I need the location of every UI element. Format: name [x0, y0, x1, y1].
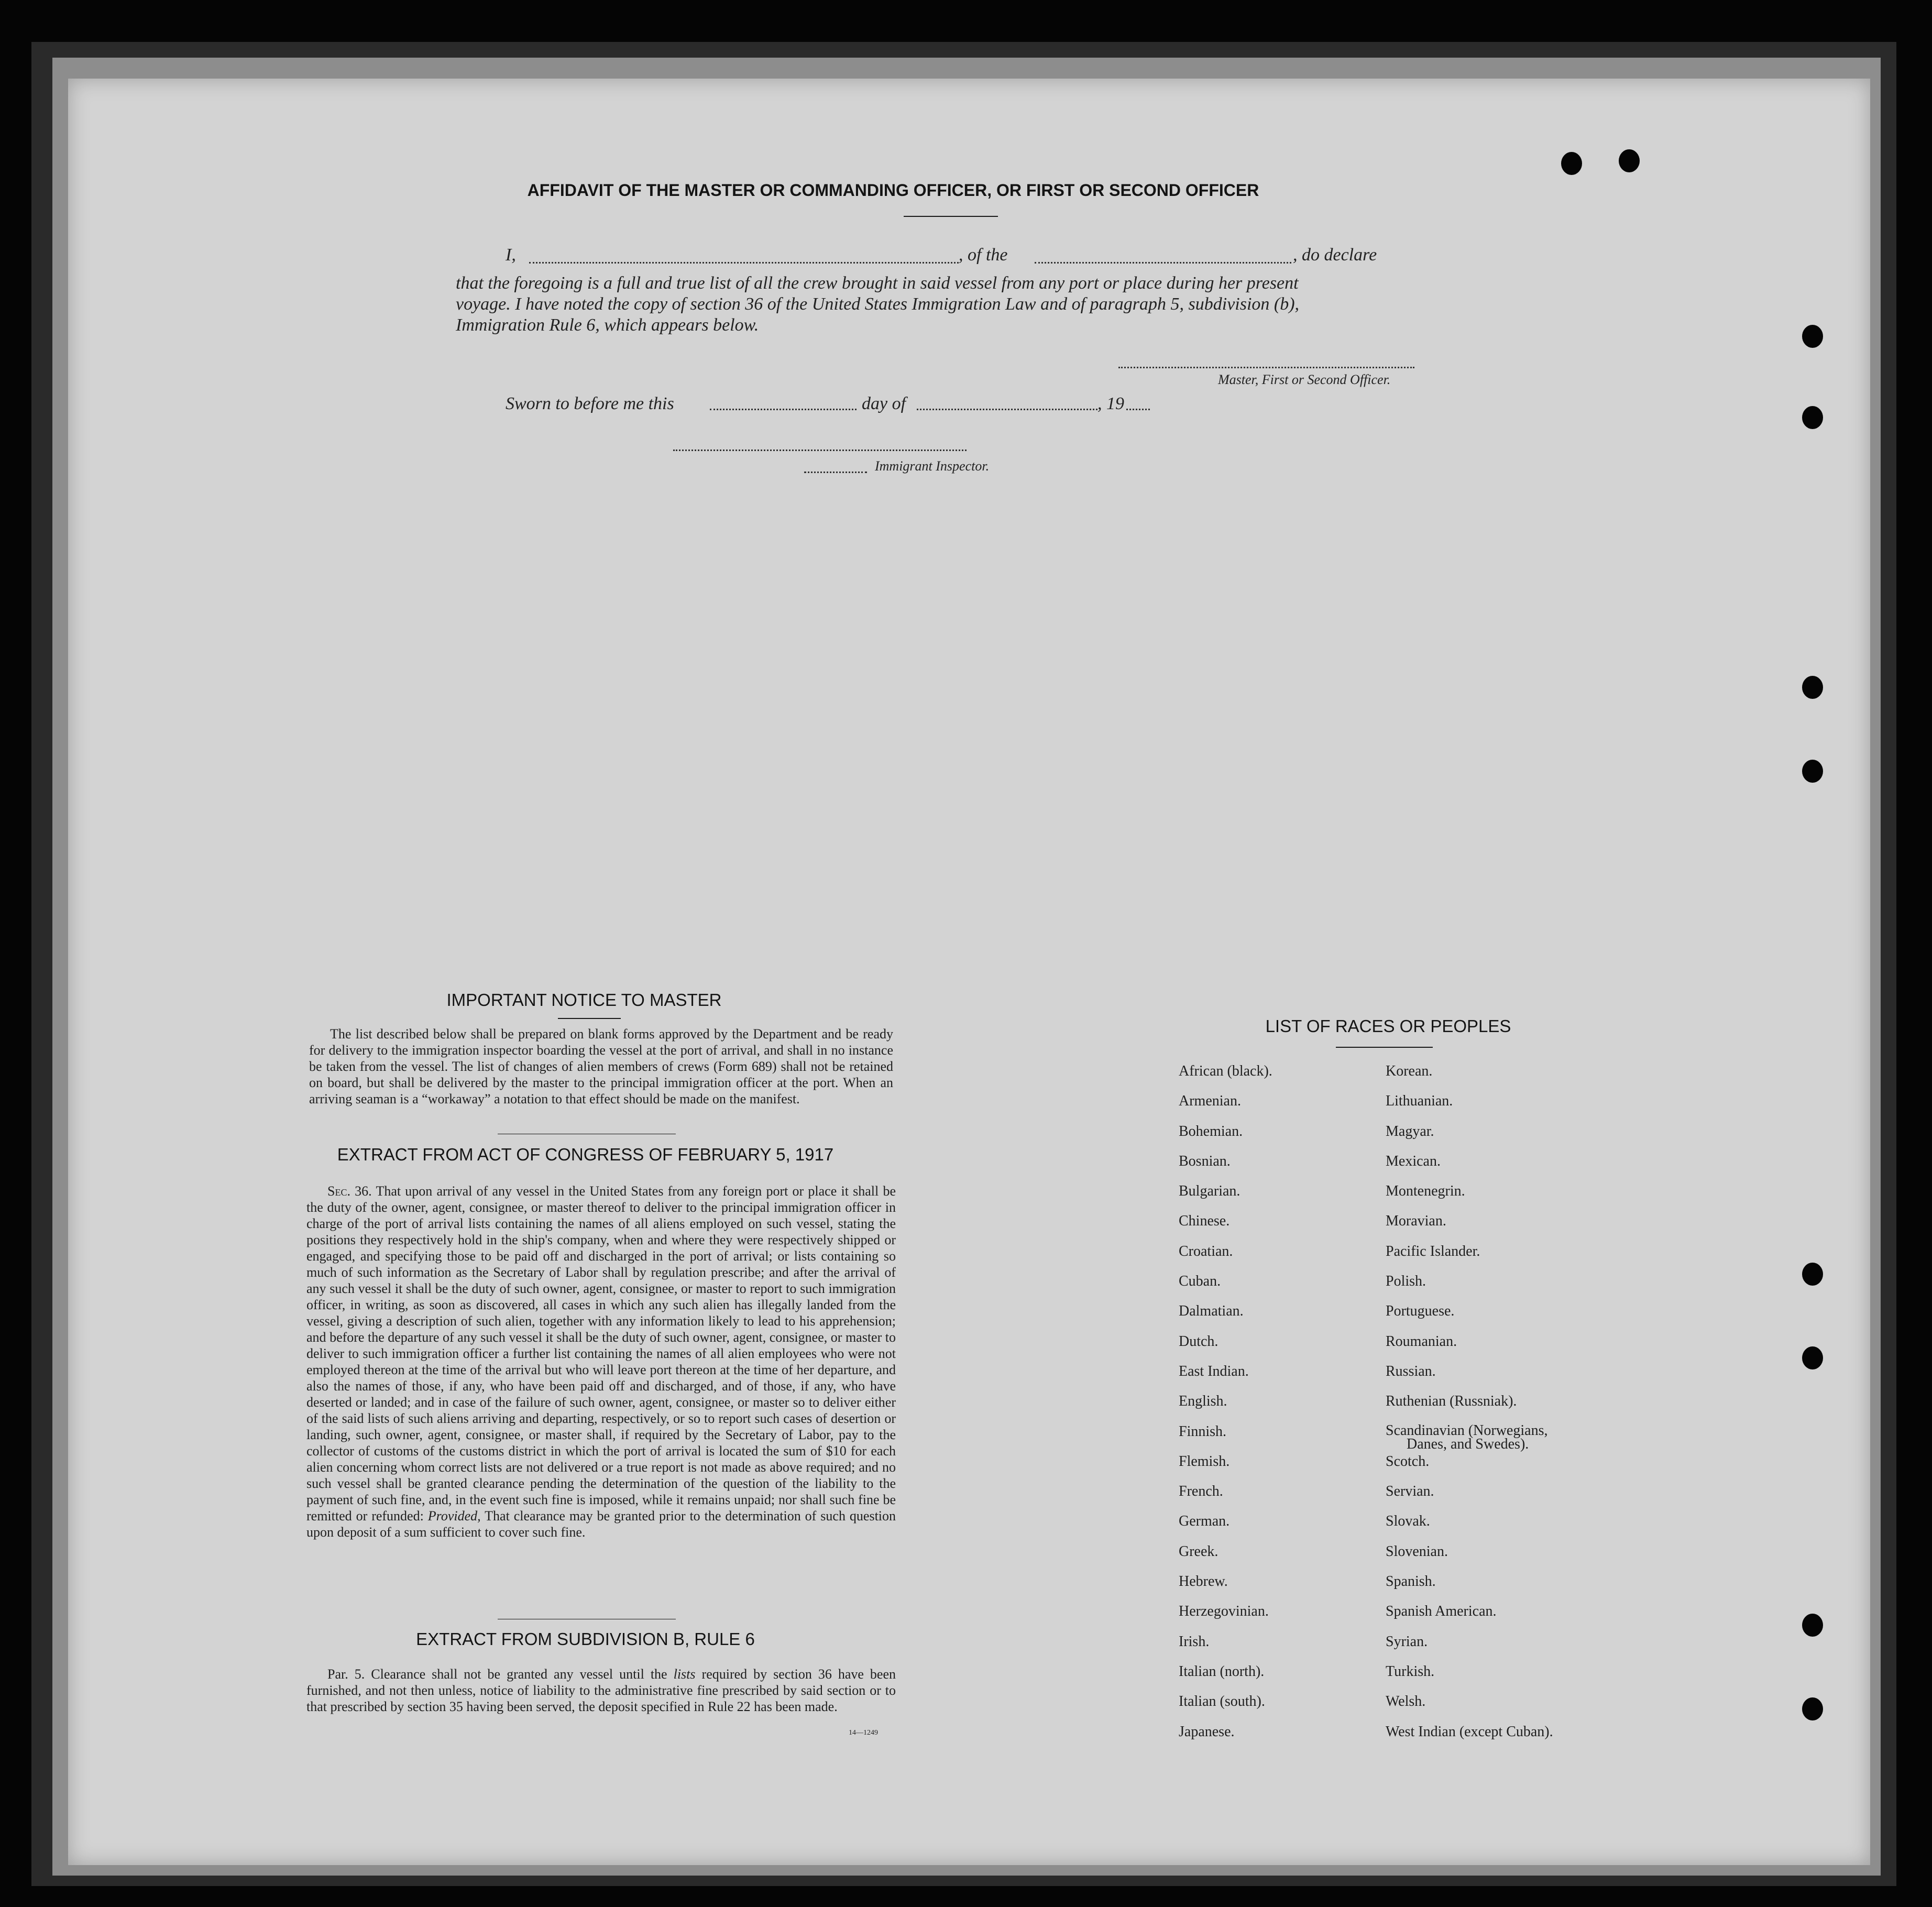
race-item: Spanish American.: [1386, 1603, 1497, 1620]
race-item: Spanish.: [1386, 1573, 1436, 1590]
race-item: German.: [1179, 1513, 1230, 1530]
act-body: That upon arrival of any vessel in the United States from any foreign port or place it shall be the duty of the owner, agent, consignee, or master thereof to deliver to the principal immigration officer in charge of the port of arrival lists containing the names of all aliens employed on such vessel, stating the positions they respectively hold in the ship's company, when and where they were respectively shipped or engaged, and specifying those to be paid off and discharged in the port of arrival; or lists containing so much of such information as the Secretary of Labor shall by regulation prescribe; and after the arrival of any such vessel it shall be the duty of such owner, agent, consignee, or master to report to such immigration officer, in writing, as soon as discovered, all cases in which any such alien has illegally landed from the vessel, giving a description of such alien, together with any information likely to lead to his apprehension; and before the departure of any such vessel it shall be the duty of such owner, agent, consignee, or master to deliver to such immigration officer a further list containing the names of all alien employees who were not employed thereon at the time of the arrival but who will leave port thereon at the time of her departure, and also the names of those, if any, who have been paid off and discharged, and of those, if any, who have deserted or landed; and in case of the failure of such owner, agent, consignee, or master so to deliver either of the said lists of such aliens arriving and departing, respectively, or so to report such cases of desertion or landing, such owner, agent, consignee, or master shall, if required by the Secretary of Labor, pay to the collector of customs of the customs district in which the port of arrival is located the sum of $10 for each alien concerning whom correct lists are not delivered or a true report is not made as above required; and no such vessel shall be granted clearance pending the determination of the question of the liability to the payment of such fine, and, in the event such fine is imposed, while it remains unpaid; nor shall such fine be remitted or refunded:: [306, 1183, 896, 1524]
punch-hole: [1802, 1263, 1823, 1286]
race-item: Polish.: [1386, 1273, 1426, 1290]
race-item: Greek.: [1179, 1543, 1219, 1560]
race-item: Armenian.: [1179, 1093, 1241, 1110]
act-title: EXTRACT FROM ACT OF CONGRESS OF FEBRUARY 5, 1917: [337, 1145, 834, 1164]
race-item: Syrian.: [1386, 1633, 1428, 1650]
notice-title: IMPORTANT NOTICE TO MASTER: [446, 990, 722, 1010]
act-sec-label: Sec. 36.: [327, 1183, 372, 1199]
day-of-label: day of: [862, 394, 906, 413]
race-item: Lithuanian.: [1386, 1093, 1453, 1110]
race-item: Irish.: [1179, 1633, 1210, 1650]
race-item: Turkish.: [1386, 1663, 1435, 1680]
race-item: Welsh.: [1386, 1693, 1426, 1710]
race-item: English.: [1179, 1393, 1227, 1410]
races-column-1: [1179, 1064, 1272, 1754]
race-item: Servian.: [1386, 1483, 1434, 1500]
rule-body-b: required by section 36 have been furnished, and not then unless, notice of liability to the administrative fine prescribed by said section or to that prescribed by section 35 having been served, the deposit specified in Rule 22 has been made.: [306, 1667, 896, 1714]
race-item-line: Scandinavian (Norwegians,: [1386, 1422, 1548, 1439]
race-item-scandinavian: [1386, 1424, 1553, 1454]
notice-rule: [558, 1018, 621, 1019]
inspector-dots: [804, 472, 867, 473]
punch-hole: [1802, 760, 1823, 783]
officer-signature-label: Master, First or Second Officer.: [1218, 372, 1391, 387]
vessel-field[interactable]: [1035, 262, 1291, 264]
affidavit-title: AFFIDAVIT OF THE MASTER OR COMMANDING OFFICER, OR FIRST OR SECOND OFFICER: [527, 181, 1259, 200]
punch-hole: [1802, 1614, 1823, 1637]
race-item: Herzegovinian.: [1179, 1603, 1269, 1620]
race-item: Portuguese.: [1386, 1303, 1455, 1320]
race-item: Roumanian.: [1386, 1333, 1457, 1350]
rule-title: EXTRACT FROM SUBDIVISION B, RULE 6: [416, 1629, 755, 1649]
rule-par-label: Par. 5.: [327, 1667, 365, 1682]
race-item-line: Danes, and Swedes).: [1407, 1435, 1529, 1452]
affidavit-line-4: Immigration Rule 6, which appears below.: [456, 315, 759, 335]
form-number: 14—1249: [849, 1729, 878, 1737]
punch-hole: [1802, 676, 1823, 699]
affidavit-do-declare: , do declare: [1293, 245, 1377, 265]
sworn-label: Sworn to before me this: [506, 394, 674, 413]
sworn-year-field[interactable]: [1126, 409, 1150, 410]
race-item: French.: [1179, 1483, 1223, 1500]
race-item: Italian (north).: [1179, 1663, 1265, 1680]
officer-signature-field[interactable]: [1118, 367, 1414, 368]
race-item: Hebrew.: [1179, 1573, 1228, 1590]
sworn-month-field[interactable]: [917, 409, 1097, 410]
punch-hole: [1561, 152, 1582, 175]
name-field[interactable]: [529, 262, 959, 264]
race-item: Magyar.: [1386, 1123, 1434, 1139]
form-page: [68, 79, 1870, 1865]
year-label: , 19: [1097, 394, 1124, 413]
punch-hole: [1802, 1697, 1823, 1720]
punch-hole: [1619, 149, 1640, 172]
sworn-day-field[interactable]: [710, 409, 857, 410]
race-item: Bosnian.: [1179, 1153, 1231, 1169]
race-item: Korean.: [1386, 1063, 1433, 1079]
affidavit-line-3: voyage. I have noted the copy of section 36 of the United States Immigration Law and of paragraph 5, subdivision (b),: [456, 294, 1300, 314]
act-provided-label: Provided,: [427, 1508, 481, 1524]
race-item: Cuban.: [1179, 1273, 1221, 1290]
race-item: Slovak.: [1386, 1513, 1430, 1530]
punch-hole: [1802, 1346, 1823, 1369]
race-item: Scotch.: [1386, 1453, 1430, 1470]
race-item: West Indian (except Cuban).: [1386, 1723, 1553, 1740]
race-item: Croatian.: [1179, 1243, 1233, 1259]
race-item: Flemish.: [1179, 1453, 1230, 1470]
act-body-end: That clearance may be granted prior to the determination of such question upon deposit of a sum sufficient to cover such fine.: [306, 1508, 896, 1540]
inspector-label: Immigrant Inspector.: [875, 458, 990, 474]
punch-hole: [1802, 325, 1823, 348]
race-item: East Indian.: [1179, 1363, 1249, 1379]
act-text: [306, 1183, 896, 1540]
race-item: Dutch.: [1179, 1333, 1219, 1350]
punch-hole: [1802, 406, 1823, 429]
race-item: Russian.: [1386, 1363, 1436, 1379]
race-item: African (black).: [1179, 1063, 1272, 1079]
race-item: Mexican.: [1386, 1153, 1441, 1169]
race-item: Pacific Islander.: [1386, 1243, 1480, 1259]
race-item: Italian (south).: [1179, 1693, 1265, 1710]
rule-body-a: Clearance shall not be granted any vessel until the: [371, 1667, 667, 1682]
race-item: Finnish.: [1179, 1423, 1227, 1440]
affidavit-line-2: that the foregoing is a full and true list of all the crew brought in said vessel from any port or place during her present: [456, 273, 1299, 293]
affidavit-i-label: I,: [506, 245, 516, 265]
races-rule: [1336, 1047, 1433, 1048]
notice-text: The list described below shall be prepared on blank forms approved by the Department and be ready for delivery to the immigration inspector boarding the vessel at the port of arrival, and shall in no instance be taken from the vessel. The list of changes of alien members of crews (Form 689) shall not be retained on board, but shall be delivered by the master to the principal immigration officer at the port. When an arriving seaman is a “workaway” a notation to that effect should be made on the manifest.: [309, 1026, 893, 1106]
race-item: Dalmatian.: [1179, 1303, 1244, 1320]
title-rule: [904, 216, 998, 217]
races-column-2: [1386, 1064, 1553, 1754]
rule-lists-word: lists: [673, 1667, 696, 1682]
race-item: Japanese.: [1179, 1723, 1235, 1740]
affidavit-of-the: , of the: [959, 245, 1008, 265]
rule-text: [306, 1666, 896, 1715]
race-item: Bohemian.: [1179, 1123, 1243, 1139]
race-item: Chinese.: [1179, 1213, 1230, 1230]
race-item: Montenegrin.: [1386, 1183, 1465, 1200]
races-title: LIST OF RACES OR PEOPLES: [1265, 1016, 1511, 1036]
race-item: Slovenian.: [1386, 1543, 1448, 1560]
race-item: Bulgarian.: [1179, 1183, 1241, 1200]
race-item: Moravian.: [1386, 1213, 1446, 1230]
race-item: Ruthenian (Russniak).: [1386, 1393, 1517, 1410]
inspector-signature-field[interactable]: [673, 450, 967, 451]
